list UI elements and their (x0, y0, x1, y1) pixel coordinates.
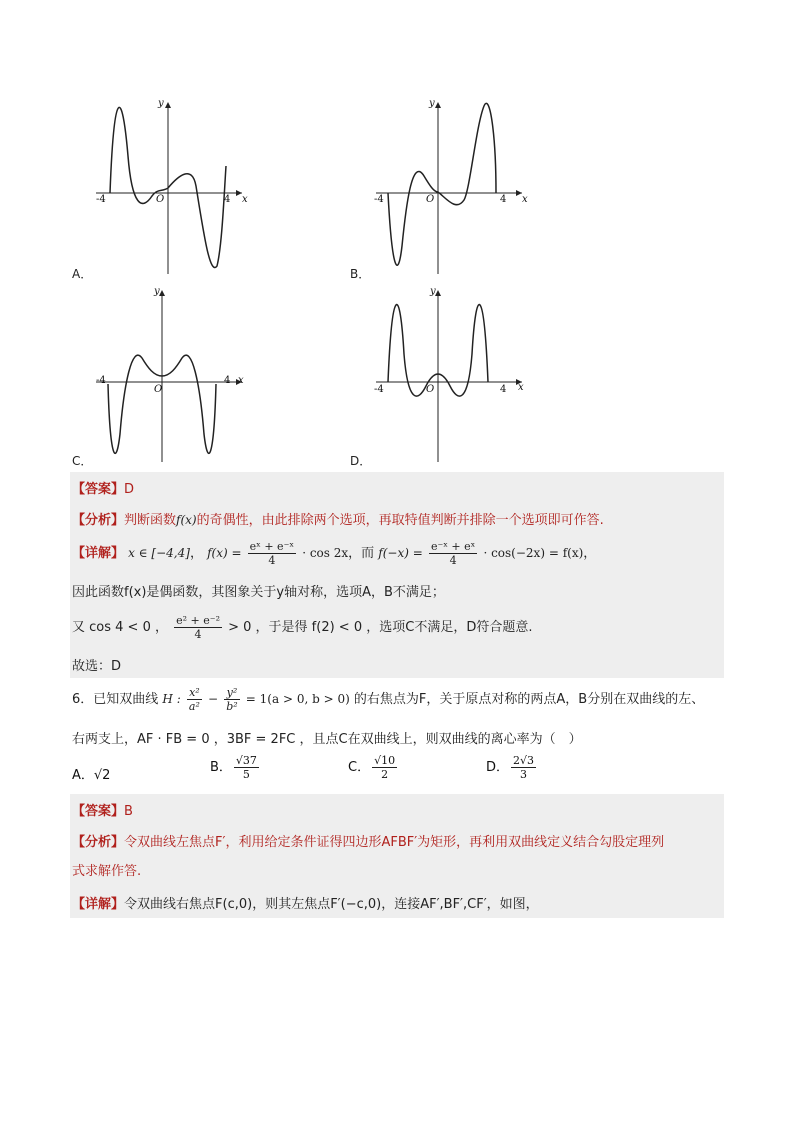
graph-option-a (92, 96, 292, 276)
analysis-text: 令双曲线左焦点F′，利用给定条件证得四边形AFBF′为矩形，再利用双曲线定义结合勾股定理列 (124, 835, 665, 850)
y-axis-label: y (429, 98, 435, 109)
analysis-fx: f(x) (176, 513, 197, 527)
origin-label: O (156, 194, 165, 205)
right-tick-label: 4 (500, 194, 507, 205)
answer-tag: 【答案】 (72, 804, 125, 819)
q6-choice-c[interactable] (348, 754, 399, 781)
q5-solution-panel (70, 472, 724, 678)
analysis-tag: 【分析】 (72, 513, 125, 528)
left-tick-label: -4 (96, 194, 106, 205)
detail-fnx: f(−x) = (378, 546, 423, 560)
analysis-text-post: 的奇偶性，由此排除两个选项，再取特值判断并排除一个选项即可作答. (196, 513, 604, 528)
left-tick-label: -4 (374, 194, 384, 205)
q5-detail-line3 (72, 614, 532, 641)
answer-value: D (124, 482, 135, 497)
origin-label: O (426, 194, 435, 205)
choice-b-frac: $\frac{√37}{5}$ (235, 754, 257, 781)
q6-answer (72, 800, 133, 819)
q6-choice-d[interactable] (486, 754, 538, 781)
right-tick-label: 4 (224, 375, 231, 386)
graph-option-b-label: B． (350, 267, 371, 281)
q6-frac-x: $\frac{\text{x²}}{\text{a²}}$ (188, 686, 200, 713)
left-tick-label: -4 (374, 384, 384, 395)
graph-option-c (92, 284, 292, 464)
graph-option-d-label: D． (350, 454, 372, 468)
q6-frac-y: $\frac{\text{y²}}{\text{b²}}$ (226, 686, 238, 713)
choice-b-label: B． (210, 760, 232, 775)
choice-d-label: D． (486, 760, 510, 775)
origin-label: O (426, 384, 435, 395)
right-tick-label: 4 (500, 384, 507, 395)
q6-choice-b[interactable] (210, 754, 261, 781)
q5-detail-line1: 【详解】 x ∈ [−4,4]， f(x) = $\frac{\text{eˣ + e⁻ˣ}}{4}$ · cos 2x，而 f(−x) = $\frac{\text{e⁻ˣ + eˣ}}{4}$ · cos(−2x) = f(x)， (72, 540, 597, 567)
q5-detail-line4: 故选：D (72, 659, 122, 674)
detail-frac1: $\frac{\text{eˣ + e⁻ˣ}}{4}$ (249, 540, 295, 567)
y-axis-label: y (430, 286, 436, 297)
q5-analysis (72, 509, 604, 528)
analysis-text-pre: 判断函数 (124, 513, 177, 528)
q6-stem-pre: 6．已知双曲线 (72, 692, 159, 707)
q5-detail-line2: 因此函数f(x)是偶函数，其图象关于y轴对称，选项A，B不满足； (72, 585, 445, 600)
detail-frac2: $\frac{\text{e⁻ˣ + eˣ}}{4}$ (430, 540, 476, 567)
origin-label: O (154, 384, 163, 395)
analysis-tag: 【分析】 (72, 835, 125, 850)
answer-tag: 【答案】 (72, 482, 125, 497)
right-tick-label: 4 (224, 194, 231, 205)
detail-frac3: $\frac{\text{e² + e⁻²}}{4}$ (176, 614, 220, 641)
q6-stem-H: H : (162, 692, 181, 706)
q6-choice-a[interactable]: A．√2 (72, 768, 111, 783)
choice-c-label: C． (348, 760, 371, 775)
y-axis-label: y (158, 98, 164, 109)
q6-eq: = 1(a > 0, b > 0) (245, 692, 350, 706)
y-axis-label: y (154, 286, 160, 297)
detail-line3-pre: 又 cos 4 < 0 ， (72, 620, 168, 635)
detail-cos2: · cos(−2x) = f(x) (483, 546, 584, 560)
graph-option-c-label: C． (72, 454, 93, 468)
graph-option-d (372, 284, 572, 464)
detail-tag: 【详解】 (72, 546, 125, 561)
graph-option-a-label: A． (72, 267, 93, 281)
detail-domain: x ∈ [−4,4] (128, 546, 190, 560)
q6-stem-line1 (72, 686, 704, 713)
q6-analysis-line1 (72, 831, 664, 850)
detail-line3-mid: > 0 ，于是得 f(2) < 0 ，选项C不满足，D符合题意. (228, 620, 533, 635)
choice-d-frac: $\frac{2√3}{3}$ (513, 754, 535, 781)
x-axis-label: x (238, 375, 244, 386)
answer-value: B (124, 804, 133, 819)
q5-answer (72, 478, 134, 497)
detail-text: 令双曲线右焦点F(c,0)，则其左焦点F′(−c,0)，连接AF′,BF′,CF′，如图， (124, 897, 539, 912)
q6-detail-line1 (72, 893, 539, 912)
x-axis-label: x (518, 382, 524, 393)
x-axis-label: x (522, 194, 528, 205)
detail-fx: f(x) = (207, 546, 242, 560)
x-axis-label: x (242, 194, 248, 205)
left-tick-label: -4 (96, 375, 106, 386)
detail-tag: 【详解】 (72, 897, 125, 912)
q6-minus: − (208, 692, 219, 706)
detail-cos1: · cos 2x (302, 546, 349, 560)
graph-option-b (372, 96, 572, 276)
detail-er: ，而 (348, 546, 375, 561)
q6-stem-post: 的右焦点为F，关于原点对称的两点A，B分别在双曲线的左、 (353, 692, 705, 707)
q6-analysis-line2: 式求解作答. (72, 864, 142, 879)
choice-c-frac: $\frac{√10}{2}$ (374, 754, 396, 781)
q6-stem-line2: 右两支上，AF · FB = 0 ，3BF = 2FC ，且点C在双曲线上，则双曲线的离心率为（ ） (72, 732, 582, 747)
